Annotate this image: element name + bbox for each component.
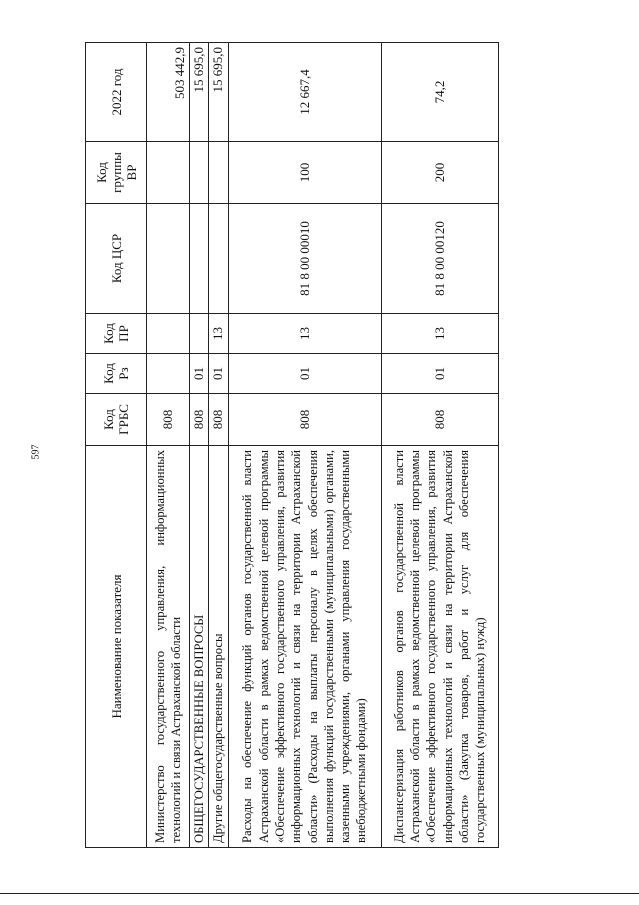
row-name: Расходы на обеспечение функций органов государственной власти Астраханской области в рамках ведомственной целевой программы «Обеспечение эффективного государственного управления, развития информационных технологий и связи на территории Астраханской области» (Расходы на выплаты персоналу в целях обеспечения выполнения функций государственными (муниципальными) органами, казенными учреждениями, органами управления государственными внебюджетными фондами) xyxy=(228,446,381,848)
row-pr: 13 xyxy=(209,314,228,354)
table-header-row xyxy=(86,43,147,848)
header-vr: Код группы ВР xyxy=(86,142,147,204)
row-grbs: 808 xyxy=(228,394,381,446)
row-csr: 81 8 00 00120 xyxy=(381,204,498,314)
row-name: Другие общегосударственные вопросы xyxy=(209,446,228,848)
row-vr: 200 xyxy=(381,142,498,204)
table-row xyxy=(209,43,228,848)
row-amount: 12 667,4 xyxy=(228,43,381,142)
table-row xyxy=(147,43,190,848)
row-amount: 74,2 xyxy=(381,43,498,142)
page-number: 597 xyxy=(30,444,42,460)
row-csr xyxy=(190,204,209,314)
row-pr: 13 xyxy=(381,314,498,354)
row-grbs: 808 xyxy=(381,394,498,446)
row-csr xyxy=(147,204,190,314)
row-pr xyxy=(147,314,190,354)
row-rz: 01 xyxy=(190,354,209,394)
row-rz: 01 xyxy=(209,354,228,394)
row-vr: 100 xyxy=(228,142,381,204)
row-amount: 503 442,9 xyxy=(147,43,190,142)
row-name: Министерство государственного управления, информационных технологий и связи Астраханской области xyxy=(147,446,190,848)
row-grbs: 808 xyxy=(147,394,190,446)
header-name: Наименование показателя xyxy=(86,446,147,848)
row-pr: 13 xyxy=(228,314,381,354)
row-vr xyxy=(190,142,209,204)
row-csr xyxy=(209,204,228,314)
row-amount: 15 695,0 xyxy=(209,43,228,142)
row-rz xyxy=(147,354,190,394)
budget-table xyxy=(85,42,499,848)
row-vr xyxy=(209,142,228,204)
row-grbs: 808 xyxy=(190,394,209,446)
row-vr xyxy=(147,142,190,204)
header-pr: Код ПР xyxy=(86,314,147,354)
table-row xyxy=(190,43,209,848)
table-row xyxy=(228,43,381,848)
bottom-rule xyxy=(0,893,639,894)
header-grbs: Код ГРБС xyxy=(86,394,147,446)
header-csr: Код ЦСР xyxy=(86,204,147,314)
row-rz: 01 xyxy=(228,354,381,394)
header-rz: Код Рз xyxy=(86,354,147,394)
row-amount: 15 695,0 xyxy=(190,43,209,142)
row-csr: 81 8 00 00010 xyxy=(228,204,381,314)
row-pr xyxy=(190,314,209,354)
row-grbs: 808 xyxy=(209,394,228,446)
row-rz: 01 xyxy=(381,354,498,394)
table-row xyxy=(381,43,498,848)
row-name: ОБЩЕГОСУДАРСТВЕННЫЕ ВОПРОСЫ xyxy=(190,446,209,848)
rotated-table-container xyxy=(85,43,493,848)
row-name: Диспансеризация работников органов государственной власти Астраханской области в рамках ведомственной целевой программы «Обеспечение эффективного государственного управления, развития информационных технологий и связи на территории Астраханской области» (Закупка товаров, работ и услуг для обеспечения государственных (муниципальных) нужд) xyxy=(381,446,498,848)
header-year: 2022 год xyxy=(86,43,147,142)
